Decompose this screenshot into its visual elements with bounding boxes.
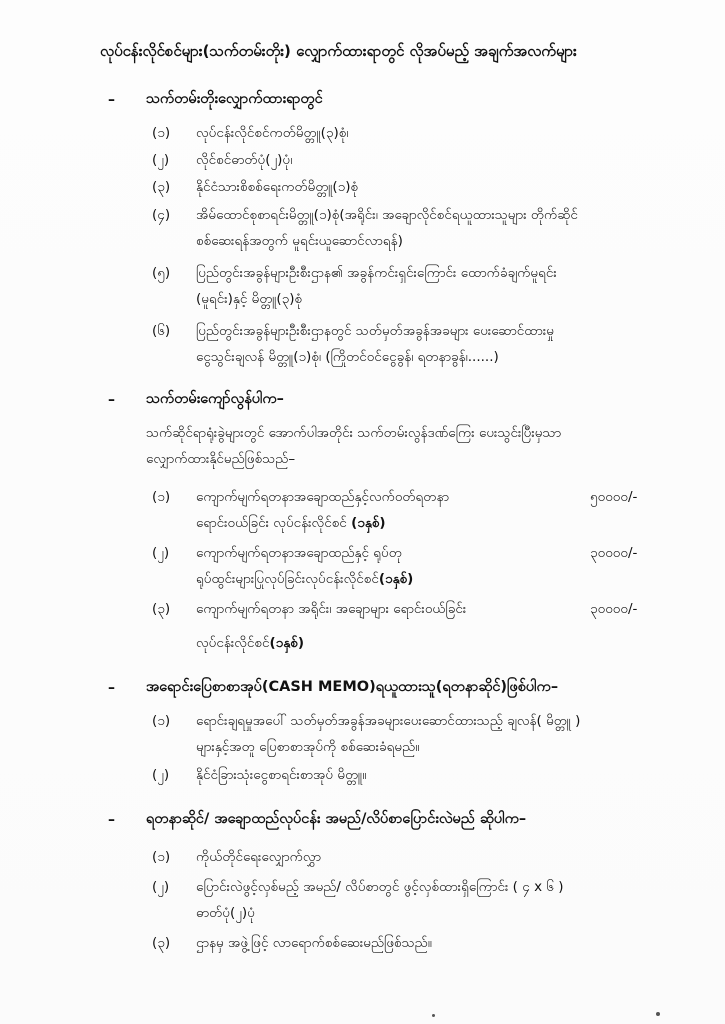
fee-amount: ၅၀၀၀၀/-: [590, 489, 638, 505]
section-heading-cash-memo: အရောင်းပြေစာစာအုပ်(CASH MEMO)ရယူထားသူ(ရတနာဆိုင်)ဖြစ်ပါက–: [146, 679, 559, 695]
fee-item-number: (၁): [152, 489, 171, 505]
item-number: (၁): [152, 125, 171, 141]
item-text: ပြောင်းလဲဖွင့်လှစ်မည့် အမည်/ လိပ်စာတွင် ဖွင့်လှစ်ထားရှိကြောင်း ( ၄ x ၆ ): [196, 879, 564, 895]
duration-label: (၁နှစ်): [378, 571, 414, 587]
item-number: (၁): [152, 849, 171, 865]
fee-amount: ၃၀၀၀၀/-: [590, 545, 638, 561]
item-text: ဌာနမှ အဖွဲ့ဖြင့် လာရောက်စစ်ဆေးမည်ဖြစ်သည်။: [196, 935, 432, 951]
item-number: (၁): [152, 713, 171, 729]
item-text: နိုင်ငံသားစိစစ်ရေးကတ်မိတ္တူ(၁)စုံ: [196, 179, 359, 195]
section-dash: –: [108, 392, 115, 408]
fee-item-text-continued: ရောင်းဝယ်ခြင်း လုပ်ငန်းလိုင်စင် (၁နှစ်): [196, 515, 386, 531]
fee-item-number: (၃): [152, 601, 171, 617]
section-heading-expired: သက်တမ်းကျော်လွန်ပါက–: [146, 391, 284, 407]
document-title: လုပ်ငန်းလိုင်စင်များ(သက်တမ်းတိုး) လျှောက်ထားရာတွင် လိုအပ်မည့် အချက်အလက်များ: [100, 42, 577, 60]
item-number: (၄): [152, 207, 171, 223]
section-dash: –: [108, 92, 115, 108]
item-text-continued: ငွေသွင်းချလန် မိတ္တူ(၁)စုံ၊ (ကြိုတင်ဝင်ငွေခွန်၊ ရတနာခွန်၊......): [196, 349, 499, 365]
item-number: (၂): [152, 879, 170, 895]
section-dash: –: [108, 680, 115, 696]
item-text: ကိုယ်တိုင်ရေးလျှောက်လွှာ: [196, 849, 322, 865]
scan-speck: [432, 1014, 435, 1017]
item-text: နိုင်ငံခြားသုံးငွေစာရင်းစာအုပ် မိတ္တူ။: [196, 767, 367, 783]
item-number: (၆): [152, 323, 171, 339]
duration-label: (၁နှစ်): [351, 515, 386, 531]
item-text-continued: ဓာတ်ပုံ(၂)ပုံ: [196, 905, 255, 921]
item-text-continued: စစ်ဆေးရန်အတွက် မူရင်းယူဆောင်လာရန်): [196, 233, 403, 249]
section-dash: –: [108, 812, 115, 828]
duration-label: (၁နှစ်): [269, 635, 305, 651]
item-number: (၅): [152, 265, 171, 281]
fee-item-text-continued: လုပ်ငန်းလိုင်စင်(၁နှစ်): [196, 635, 305, 651]
item-text-continued: များနှင့်အတူ ပြေစာစာအုပ်ကို စစ်ဆေးခံရမည်။: [196, 739, 420, 755]
fee-item-text-continued: ရုပ်ထွင်းများပြုလုပ်ခြင်းလုပ်ငန်းလိုင်စင်(၁နှစ်): [196, 571, 414, 587]
fee-amount: ၃၀၀၀၀/-: [590, 601, 638, 617]
fee-item-text: ကျောက်မျက်ရတနာ အရိုင်း၊ အချောများ ရောင်းဝယ်ခြင်း: [196, 601, 467, 617]
item-number: (၃): [152, 179, 171, 195]
fee-item-number: (၂): [152, 545, 170, 561]
item-text: ရောင်းချရမှုအပေါ် သတ်မှတ်အခွန်အခများပေးဆောင်ထားသည့် ချလန်( မိတ္တူ ): [196, 713, 581, 729]
section-heading-renewal: သက်တမ်းတိုးလျှောက်ထားရာတွင်: [146, 91, 323, 107]
item-number: (၂): [152, 152, 170, 168]
item-text: လိုင်စင်ဓာတ်ပုံ(၂)ပုံ၊: [196, 152, 293, 168]
item-number: (၃): [152, 935, 171, 951]
scan-speck: [656, 1012, 660, 1016]
item-text-continued: (မူရင်း)နှင့် မိတ္တူ(၃)စုံ: [196, 291, 303, 307]
item-text: ပြည်တွင်းအခွန်များဦးစီးဌာန၏ အခွန်ကင်းရှင်းကြောင်း ထောက်ခံချက်မူရင်း: [196, 265, 557, 281]
item-number: (၂): [152, 767, 170, 783]
section-paragraph-continued: လျှောက်ထားနိုင်မည်ဖြစ်သည်–: [146, 451, 296, 467]
item-text: ပြည်တွင်းအခွန်များဦးစီးဌာနတွင် သတ်မှတ်အခွန်အခများ ပေးဆောင်ထားမှု: [196, 323, 554, 339]
fee-item-text: ကျောက်မျက်ရတနာအချောထည်နှင့်လက်ဝတ်ရတနာ: [196, 489, 449, 505]
item-text: လုပ်ငန်းလိုင်စင်ကတ်မိတ္တူ(၃)စုံ၊: [196, 125, 349, 141]
fee-item-text: ကျောက်မျက်ရတနာအချောထည်နှင့် ရုပ်တု: [196, 545, 402, 561]
item-text: အိမ်ထောင်စုစာရင်းမိတ္တူ(၁)စုံ(အရိုင်း၊ အချောလိုင်စင်ရယူထားသူများ တိုက်ဆိုင်: [196, 207, 578, 223]
section-paragraph: သက်ဆိုင်ရာရုံးခွဲများတွင် အောက်ပါအတိုင်း သက်တမ်းလွန်ဒဏ်ကြေး ပေးသွင်းပြီးမှသာ: [146, 425, 562, 441]
section-heading-name-change: ရတနာဆိုင်/ အချောထည်လုပ်ငန်း အမည်/လိပ်စာပြောင်းလဲမည် ဆိုပါက–: [146, 811, 527, 827]
